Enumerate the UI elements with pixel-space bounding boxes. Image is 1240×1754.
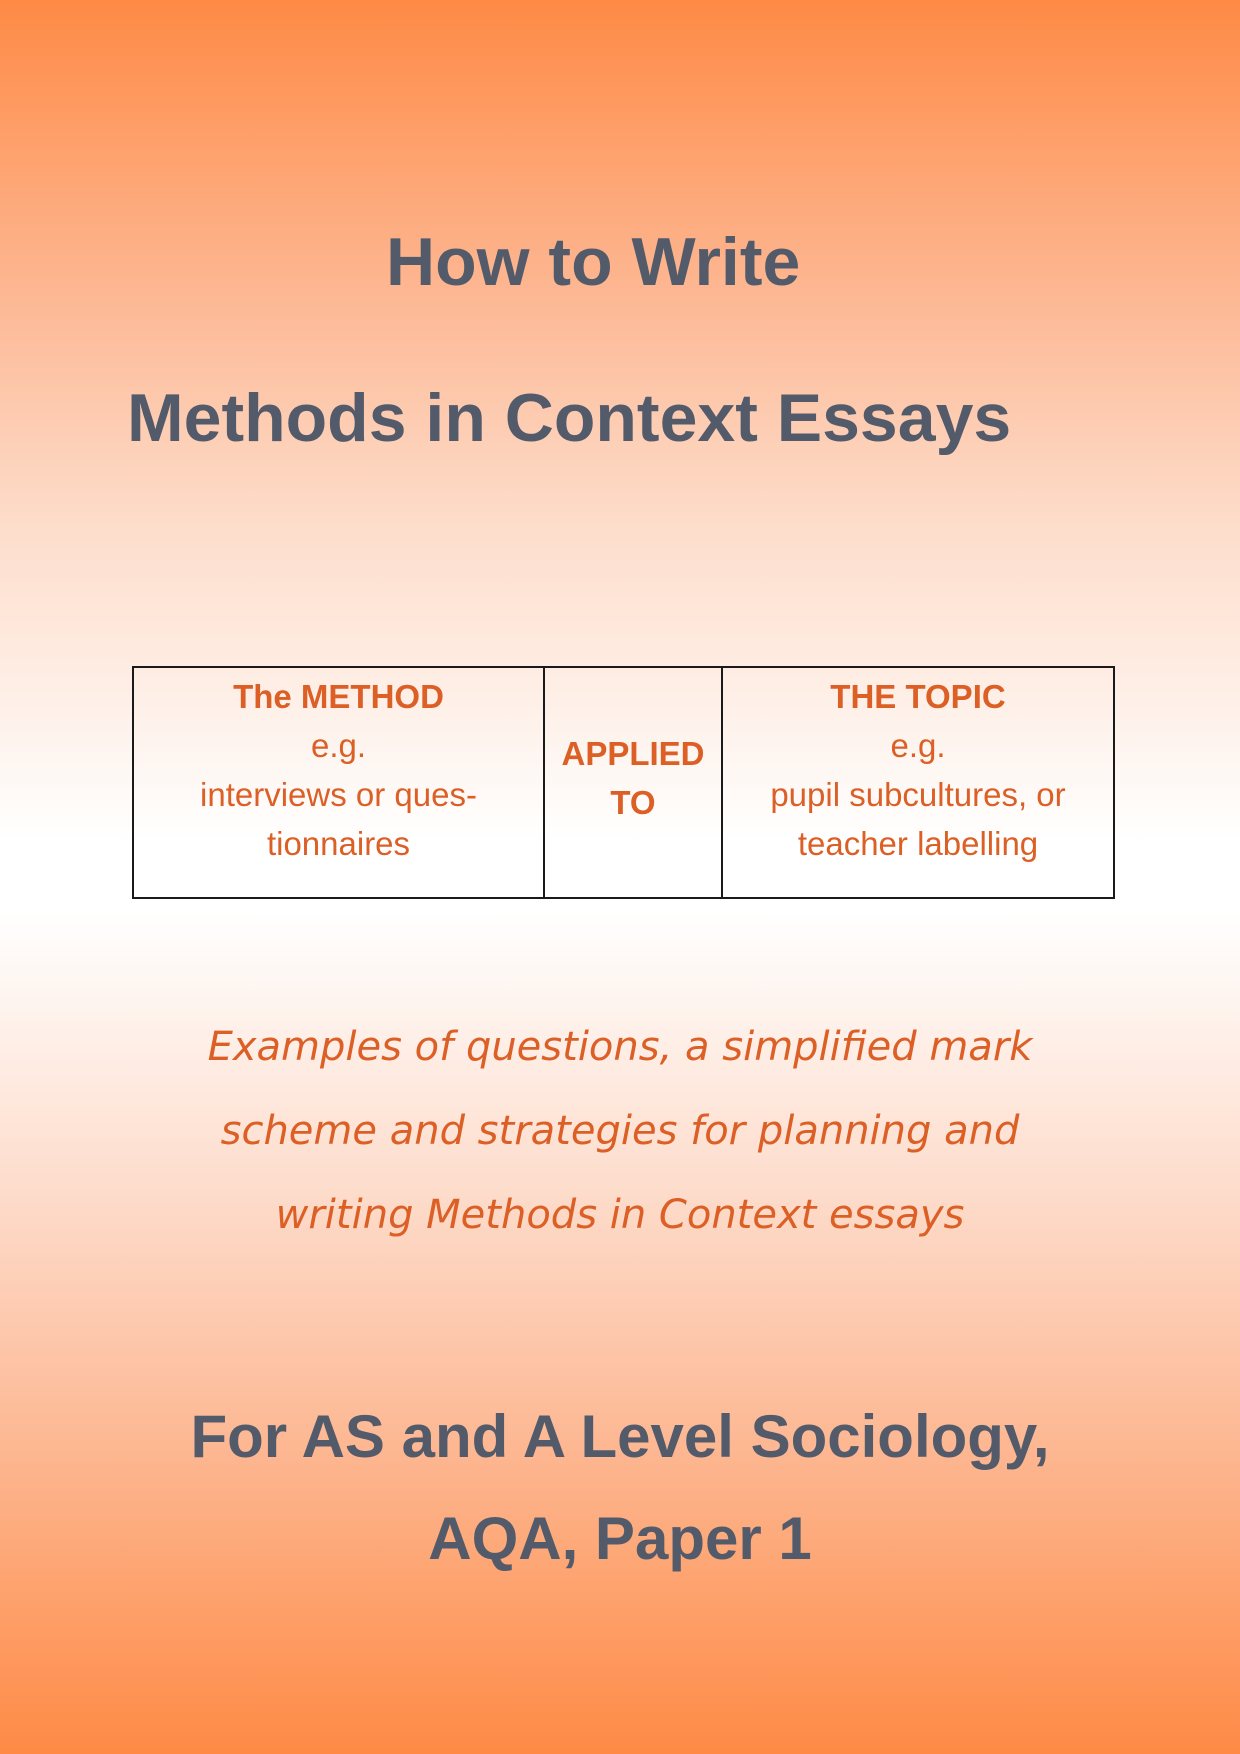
connector-cell bbox=[544, 667, 722, 898]
method-topic-table bbox=[132, 666, 1115, 899]
method-topic-row bbox=[133, 667, 1114, 898]
subtitle-line-2: scheme and strategies for planning and bbox=[220, 1108, 1020, 1154]
footer-line-2: AQA, Paper 1 bbox=[428, 1505, 812, 1572]
method-example-line-2: tionnaires bbox=[266, 825, 411, 862]
topic-eg: e.g. bbox=[890, 727, 946, 764]
audience-footer bbox=[0, 1386, 1240, 1590]
method-eg: e.g. bbox=[310, 727, 367, 764]
title-line-1: How to Write bbox=[386, 224, 801, 300]
topic-example-line-2: teacher labelling bbox=[797, 825, 1039, 862]
connector-line-1: APPLIED bbox=[561, 734, 705, 772]
subtitle-line-3: writing Methods in Context essays bbox=[275, 1192, 965, 1238]
title-line-2: Methods in Context Essays bbox=[127, 380, 1012, 456]
method-heading: The METHOD bbox=[233, 678, 444, 715]
subtitle bbox=[0, 1005, 1240, 1257]
connector-line-2: TO bbox=[610, 783, 656, 821]
method-cell bbox=[133, 667, 544, 898]
topic-heading: THE TOPIC bbox=[830, 678, 1006, 715]
topic-cell bbox=[722, 667, 1114, 898]
topic-example-line-1: pupil subcultures, or bbox=[770, 776, 1066, 813]
footer-line-1: For AS and A Level Sociology, bbox=[190, 1403, 1050, 1470]
method-example-line-1: interviews or ques- bbox=[200, 776, 477, 813]
subtitle-line-1: Examples of questions, a simplified mark bbox=[207, 1024, 1033, 1070]
